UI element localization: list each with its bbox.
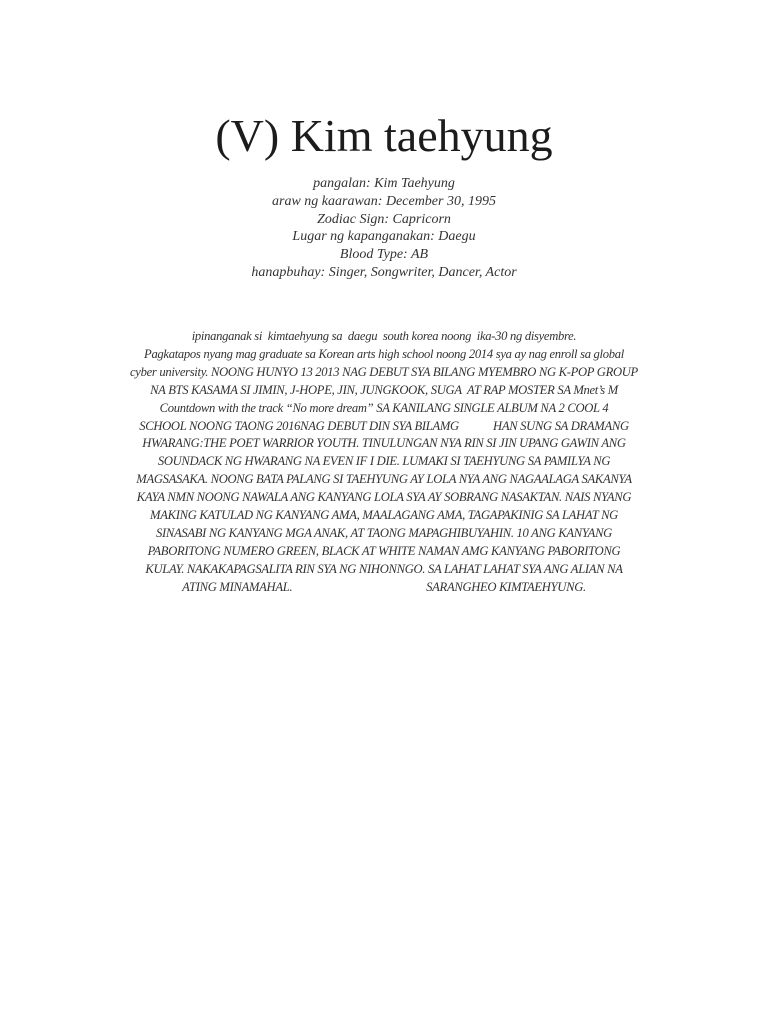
bio-line: MAGSASAKA. NOONG BATA PALANG SI TAEHYUNG AY LOLA NYA ANG NAGAALAGA SAKANYA <box>136 472 632 487</box>
bio-line: cyber university. NOONG HUNYO 13 2013 NAG DEBUT SYA BILANG MYEMBRO NG K-POP GROUP <box>130 364 638 379</box>
info-line-birthplace: Lugar ng kapanganakan: Daegu <box>292 229 476 245</box>
bio-line: SINASABI NG KANYANG MGA ANAK, AT TAONG MAPAGHIBUYAHIN. 10 ANG KANYANG <box>156 525 612 540</box>
info-line-birthday: araw ng kaarawan: December 30, 1995 <box>272 193 496 209</box>
bio-line: KAYA NMN NOONG NAWALA ANG KANYANG LOLA SYA AY SOBRANG NASAKTAN. NAIS NYANG <box>136 490 632 505</box>
page-title: (V) Kim taehyung <box>215 110 553 161</box>
info-line-blood-type: Blood Type: AB <box>339 247 429 263</box>
bio-line: ATING MINAMAHAL. SARANGHEO KIMTAEHYUNG. <box>182 579 586 594</box>
bio-line: PABORITONG NUMERO GREEN, BLACK AT WHITE NAMAN AMG KANYANG PABORITONG <box>147 543 621 558</box>
biography-paragraph <box>85 328 683 597</box>
info-line-name: pangalan: Kim Taehyung <box>313 176 455 191</box>
bio-line: HWARANG:THE POET WARRIOR YOUTH. TINULUNGAN NYA RIN SI JIN UPANG GAWIN ANG <box>142 436 626 451</box>
bio-line: SCHOOL NOONG TAONG 2016NAG DEBUT DIN SYA BILAMG HAN SUNG SA DRAMANG <box>139 418 629 433</box>
info-line-occupation: hanapbuhay: Singer, Songwriter, Dancer, Actor <box>251 264 517 280</box>
bio-line: ipinanganak si kimtaehyung sa daegu south korea noong ika-30 ng disyembre. <box>191 329 577 343</box>
bio-line: KULAY. NAKAKAPAGSALITA RIN SYA NG NIHONNGO. SA LAHAT LAHAT SYA ANG ALIAN NA <box>145 561 623 576</box>
bio-line: Countdown with the track “No more dream” SA KANILANG SINGLE ALBUM NA 2 COOL 4 <box>159 400 609 415</box>
bio-line: NA BTS KASAMA SI JIMIN, J-HOPE, JIN, JUNGKOOK, SUGA AT RAP MOSTER SA Mnet’s M <box>150 382 618 397</box>
info-line-zodiac: Zodiac Sign: Capricorn <box>317 211 451 227</box>
profile-info <box>0 175 768 282</box>
bio-line: Pagkatapos nyang mag graduate sa Korean arts high school noong 2014 sya ay nag enroll sa global <box>144 346 624 361</box>
bio-line: SOUNDACK NG HWARANG NA EVEN IF I DIE. LUMAKI SI TAEHYUNG SA PAMILYA NG <box>157 454 611 469</box>
bio-line: MAKING KATULAD NG KANYANG AMA, MAALAGANG AMA, TAGAPAKINIG SA LAHAT NG <box>150 508 618 523</box>
